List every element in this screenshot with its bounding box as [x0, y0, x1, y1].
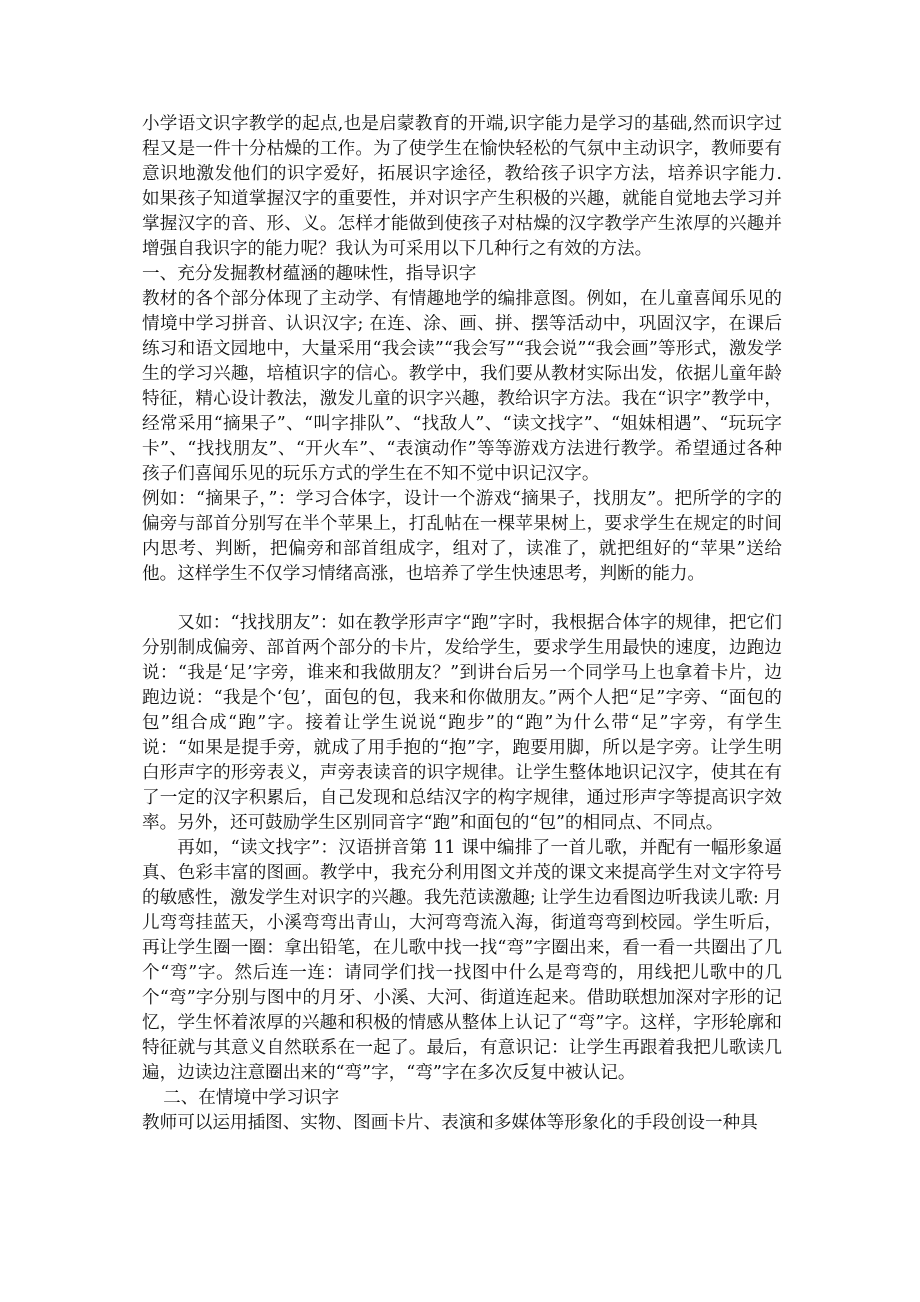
example-paragraph-picking-fruit: 例如：“摘果子，”：学习合体字，设计一个游戏“摘果子，找朋友”。把所学的字的偏旁与部首分别写在半个苹果上，打乱帖在一棵苹果树上，要求学生在规定的时间内思考、判断，把偏旁和部首组成字，组对了，读准了，就把组好的“苹果”送给他。这样学生不仅学习情绪高涨，也培养了学生快速思考，判断的能力。 — [142, 489, 782, 584]
section-heading-1: 一、充分发掘教材蕴涵的趣味性，指导识字 — [142, 264, 477, 284]
body-paragraph-textbook: 教材的各个部分体现了主动学、有情趣地学的编排意图。例如，在儿童喜闻乐见的情境中学习拼音、认识汉字; 在连、涂、画、拼、摆等活动中，巩固汉字，在课后练习和语文园地中，大量采用“我会读”“我会写”“我会说”“我会画”等形式，激发学生的学习兴趣，培植识字的信心。教学中，我们要从教材实际出发，依据儿童年龄特征，精心设计教法，激发儿童的识字兴趣，教给识字方法。我在“识字”教学中，经常采用“摘果子”、“叫字排队”、“找敌人”、“读文找字”、“姐妹相遇”、“玩玩字卡”、“找找朋友”、“开火车”、“表演动作”等等游戏方法进行教学。希望通过各种孩子们喜闻乐见的玩乐方式的学生在不知不觉中识记汉字。 — [142, 289, 782, 484]
intro-paragraph: 小学语文识字教学的起点,也是启蒙教育的开端,识字能力是学习的基础,然而识字过程又是一件十分枯燥的工作。为了使学生在愉快轻松的气氛中主动识字，教师要有意识地激发他们的识字爱好，拓展识字途径，教给孩子识字方法，培养识字能力. 如果孩子知道掌握汉字的重要性，并对识字产生积极的兴趣，就能自觉地去学习并掌握汉字的音、形、义。怎样才能做到使孩子对枯燥的汉字教学产生浓厚的兴趣并增强自我识字的能力呢？我认为可采用以下几种行之有效的方法。 — [142, 114, 782, 259]
document-body — [142, 112, 782, 1136]
example-paragraph-read-text: 再如，“读文找字”：汉语拼音第 11 课中编排了一首儿歌，并配有一幅形象逼真、色彩丰富的图画。教学中，我充分利用图文并茂的课文来提高学生对文字符号的敏感性，激发学生对识字的兴趣。我先范读激趣; 让学生边看图边听我读儿歌: 月儿弯弯挂蓝天，小溪弯弯出青山，大河弯弯流入海，街道弯弯到校园。学生听后，再让学生圈一圈：拿出铅笔，在儿歌中找一找“弯”字圈出来，看一看一共圈出了几个“弯”字。然后连一连：请同学们找一找图中什么是弯弯的，用线把儿歌中的几个“弯”字分别与图中的月牙、小溪、大河、街道连起来。借助联想加深对字形的记忆，学生怀着浓厚的兴趣和积极的情感从整体上认记了“弯”字。这样，字形轮廓和特征就与其意义自然联系在一起了。最后，有意识记：让学生再跟着我把儿歌读几遍，边读边注意圈出来的“弯”字，“弯”字在多次反复中被认记。 — [142, 838, 782, 1083]
section-heading-2: 二、在情境中学习识字 — [163, 1088, 340, 1108]
example-paragraph-find-friends: 又如：“找找朋友”：如在教学形声字“跑”字时，我根据合体字的规律，把它们分别制成偏旁、部首两个部分的卡片，发给学生，要求学生用最快的速度，边跑边说：“我是‘足’字旁，谁来和我做朋友？”到讲台后另一个同学马上也拿着卡片，边跑边说：“我是个‘包’，面包的包，我来和你做朋友。”两个人把“足”字旁、“面包的包”组合成“跑”字。接着让学生说说“跑步”的“跑”为什么带“足”字旁，有学生说：“如果是提手旁，就成了用手抱的“抱”字，跑要用脚，所以是字旁。让学生明白形声字的形旁表义，声旁表读音的识字规律。让学生整体地识记汉字，使其在有了一定的汉字积累后，自己发现和总结汉字的构字规律，通过形声字等提高识字效率。另外，还可鼓励学生区别同音字“跑”和面包的“包”的相同点、不同点。 — [142, 613, 782, 833]
body-paragraph-context: 教师可以运用插图、实物、图画卡片、表演和多媒体等形象化的手段创设一种具 — [142, 1113, 758, 1133]
